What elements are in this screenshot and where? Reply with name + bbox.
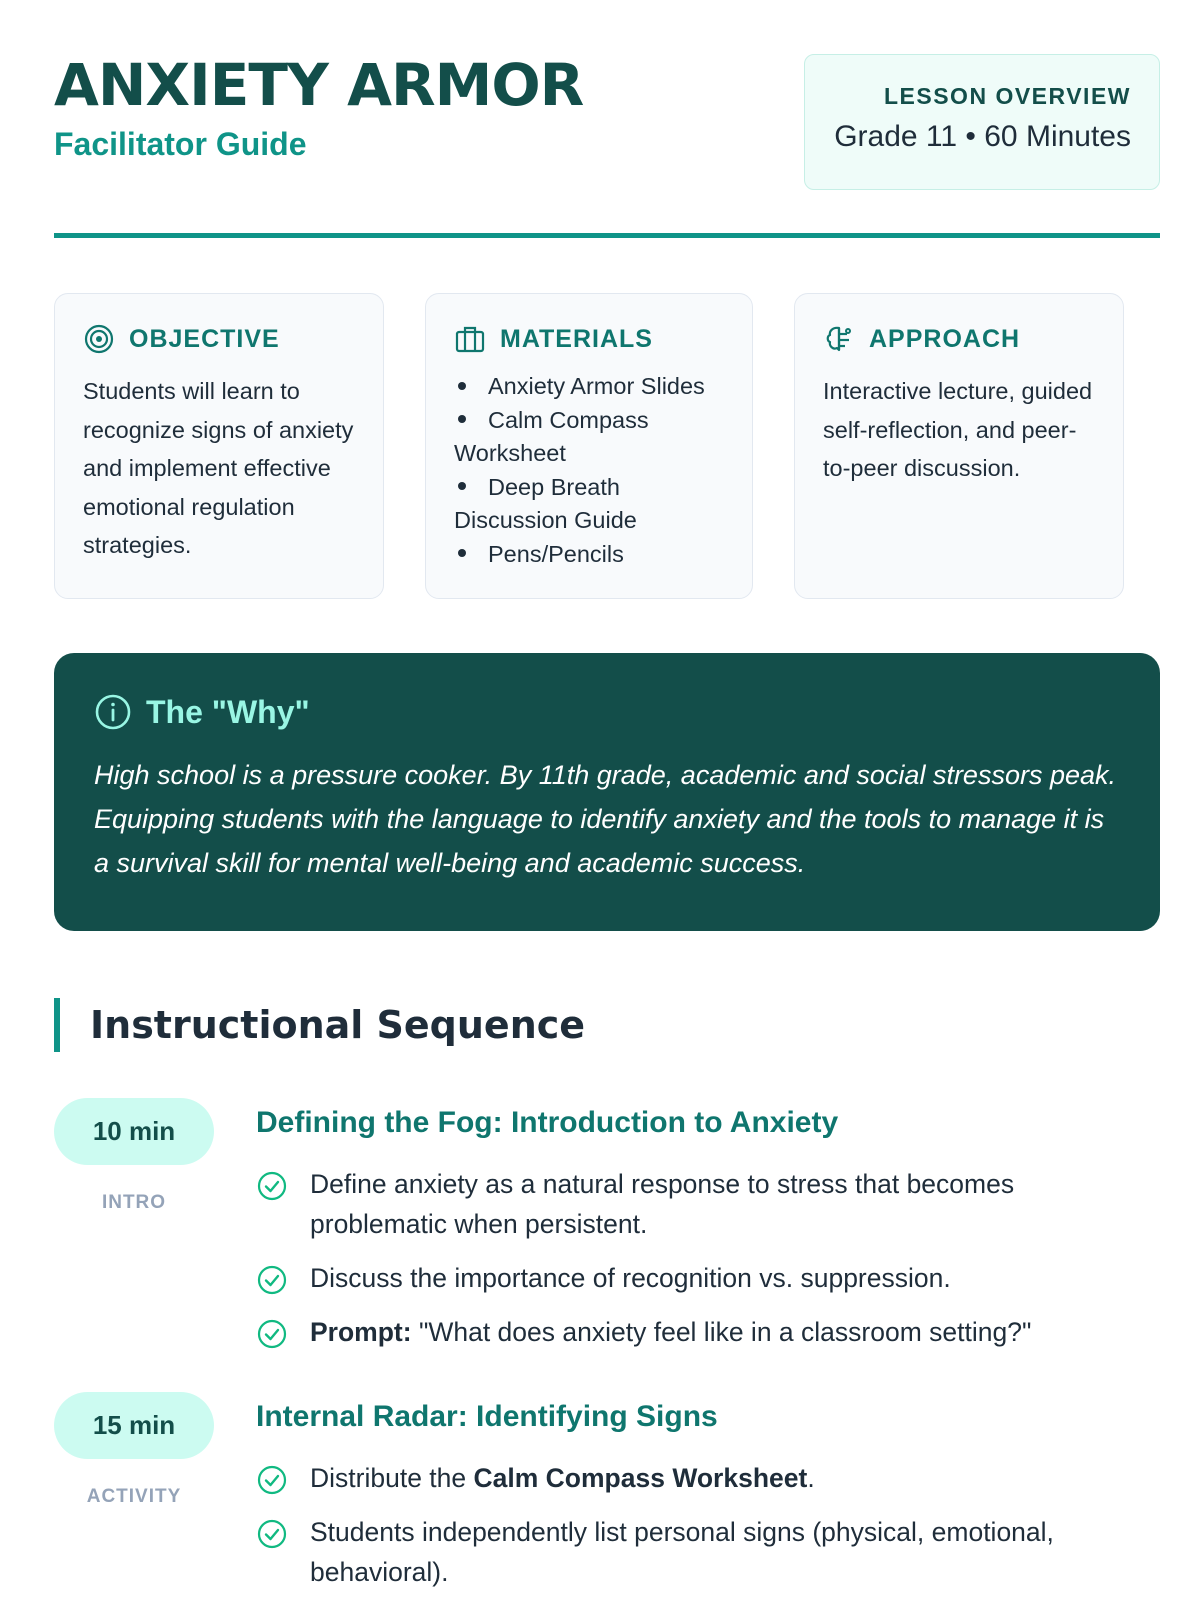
approach-text: Interactive lecture, guided self-reflection, and peer-to-peer discussion. [823, 378, 1093, 481]
phase-label: ACTIVITY [86, 1486, 182, 1507]
objective-card [54, 293, 384, 599]
list-item: Calm Compass Worksheet [454, 406, 649, 466]
step-bullets [256, 1164, 1136, 1366]
check-circle-icon [256, 1170, 288, 1202]
approach-card [794, 293, 1124, 599]
why-callout [54, 653, 1160, 931]
list-item: Prompt: "What does anxiety feel like in a classroom setting?" [256, 1312, 1136, 1352]
step-title: Defining the Fog: Introduction to Anxiety [256, 1106, 839, 1139]
materials-list [454, 370, 726, 571]
duration-pill: 10 min [54, 1098, 214, 1165]
info-icon [94, 693, 132, 731]
check-circle-icon [256, 1264, 288, 1296]
sequence-step [54, 1392, 1160, 1592]
materials-card [425, 293, 753, 599]
header-divider [54, 233, 1160, 238]
step-title: Internal Radar: Identifying Signs [256, 1400, 718, 1433]
lesson-overview-box [804, 54, 1160, 190]
list-item: Distribute the Calm Compass Worksheet. [256, 1458, 1136, 1498]
briefcase-icon [454, 323, 486, 355]
phase-label: INTRO [101, 1192, 167, 1213]
overview-value: Grade 11 • 60 Minutes [834, 120, 1131, 153]
check-circle-icon [256, 1518, 288, 1550]
list-item: Define anxiety as a natural response to stress that becomes problematic when persistent. [256, 1164, 1136, 1244]
page-subtitle: Facilitator Guide [54, 126, 307, 162]
list-item: Pens/Pencils [454, 538, 726, 572]
list-item: Discuss the importance of recognition vs. suppression. [256, 1258, 1136, 1298]
objective-title: OBJECTIVE [129, 324, 280, 353]
sequence-step [54, 1098, 1160, 1368]
page-title: ANXIETY ARMOR [54, 51, 584, 119]
list-item: Anxiety Armor Slides [454, 370, 726, 404]
header [54, 52, 1160, 192]
heading-accent-bar [54, 998, 60, 1052]
list-item: Deep Breath Discussion Guide [454, 473, 637, 533]
why-title: The "Why" [146, 693, 310, 730]
overview-label: LESSON OVERVIEW [883, 83, 1131, 109]
sequence-heading [54, 998, 585, 1052]
check-circle-icon [256, 1318, 288, 1350]
step-bullets [256, 1458, 1136, 1600]
materials-title: MATERIALS [500, 324, 653, 353]
check-circle-icon [256, 1464, 288, 1496]
approach-title: APPROACH [869, 324, 1021, 353]
brain-icon [823, 323, 855, 355]
target-icon [83, 323, 115, 355]
list-item: Students independently list personal signs (physical, emotional, behavioral). [256, 1512, 1136, 1592]
why-text: High school is a pressure cooker. By 11th grade, academic and social stressors peak. Equipping students with the language to identify anxiety and the tools to manage it is a survival skill for mental well-being and academic success. [94, 760, 1117, 878]
duration-pill: 15 min [54, 1392, 214, 1459]
objective-text: Students will learn to recognize signs of anxiety and implement effective emotional regulation strategies. [83, 378, 354, 558]
sequence-title: Instructional Sequence [90, 1003, 586, 1047]
